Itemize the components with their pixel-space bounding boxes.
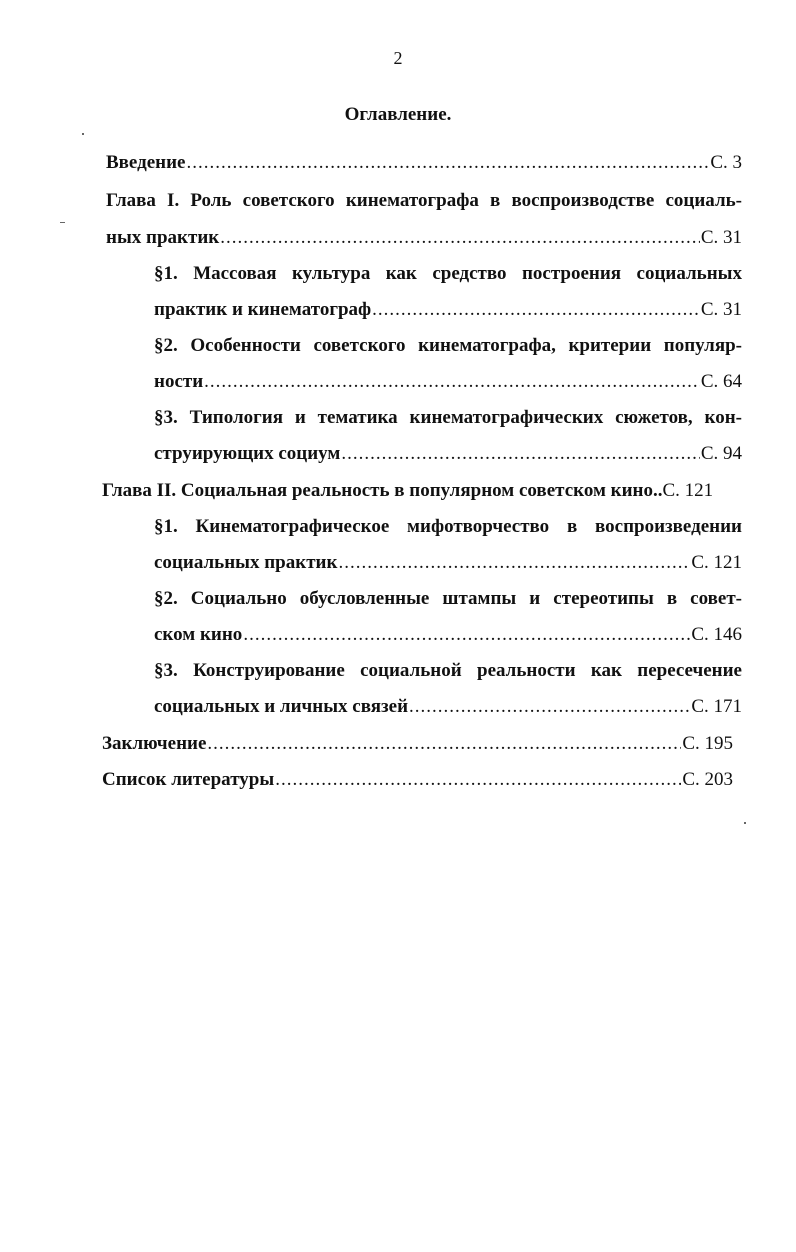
toc-entry-title: ском кино [154,624,243,645]
toc-chapter-1 [106,225,742,251]
toc-entry-page: С. 94 [700,443,742,464]
toc-entry-page: С. 31 [700,299,742,320]
toc-section-2-2 [154,622,742,648]
toc-section-1-1 [154,297,742,323]
toc-title: Оглавление. [344,104,452,125]
toc-entry-page: С. 31 [700,227,742,248]
toc-entry-title: Введение [106,152,186,173]
toc-entry-page: С. 121 [691,552,742,573]
toc-section-1-2-title: §2. Особенности советского кинематографа, критерии популяр- [154,335,742,356]
toc-section-2-3-title: §3. Конструирование социальной реальности как пересечение [154,660,742,681]
scan-speck [744,822,746,824]
toc-entry-title: социальных и личных связей [154,696,409,717]
leader-dots [341,441,699,467]
scan-speck [82,133,84,135]
leader-dots [220,225,700,251]
toc-entry-page: С. 121 [662,480,714,501]
leader-dots [187,150,710,176]
page-number: 2 [393,48,403,68]
leader-dots [338,550,690,576]
toc-entry-page: С. 195 [682,733,733,754]
toc-entry-title: практик и кинематограф [154,299,372,320]
toc-entry-page: С. 64 [700,371,742,392]
toc-entry-intro [106,150,742,176]
toc-chapter-1-title: Глава I. Роль советского кинематографа в воспроизводстве социаль- [106,190,742,211]
toc-section-1-3-title: §3. Типология и тематика кинематографических сюжетов, кон- [154,407,742,428]
toc-entry-title: ных практик [106,227,220,248]
toc-section-2-3 [154,694,742,720]
leader-dots [243,622,690,648]
toc-entry-page: С. 146 [691,624,742,645]
toc-entry-title: ности [154,371,204,392]
leader-dots [207,731,681,757]
toc-entry-title: Список литературы [102,769,275,790]
toc-entry-title: социальных практик [154,552,338,573]
toc-section-2-2-title: §2. Социально обусловленные штампы и стереотипы в совет- [154,588,742,609]
scan-speck [60,222,65,223]
leader-dots [409,694,690,720]
toc-entry-page: С. 171 [691,696,742,717]
leader-dots [372,297,700,323]
toc-section-2-1 [154,550,742,576]
leader-dots [204,369,700,395]
toc-entry-page: С. 203 [682,769,733,790]
toc-chapter-2 [102,478,736,504]
toc-entry-page: С. 3 [710,152,742,173]
toc-entry-bibliography [102,767,733,793]
toc-entry-title: Глава II. Социальная реальность в популярном советском кино.. [102,480,663,501]
toc-section-1-2 [154,369,742,395]
toc-entry-title: Заключение [102,733,207,754]
toc-entry-title: струирующих социум [154,443,341,464]
toc-section-1-1-title: §1. Массовая культура как средство построения социальных [154,263,742,284]
toc-section-2-1-title: §1. Кинематографическое мифотворчество в воспроизведении [154,516,742,537]
toc-section-1-3 [154,441,742,467]
toc-entry-conclusion [102,731,733,757]
leader-dots [275,767,681,793]
